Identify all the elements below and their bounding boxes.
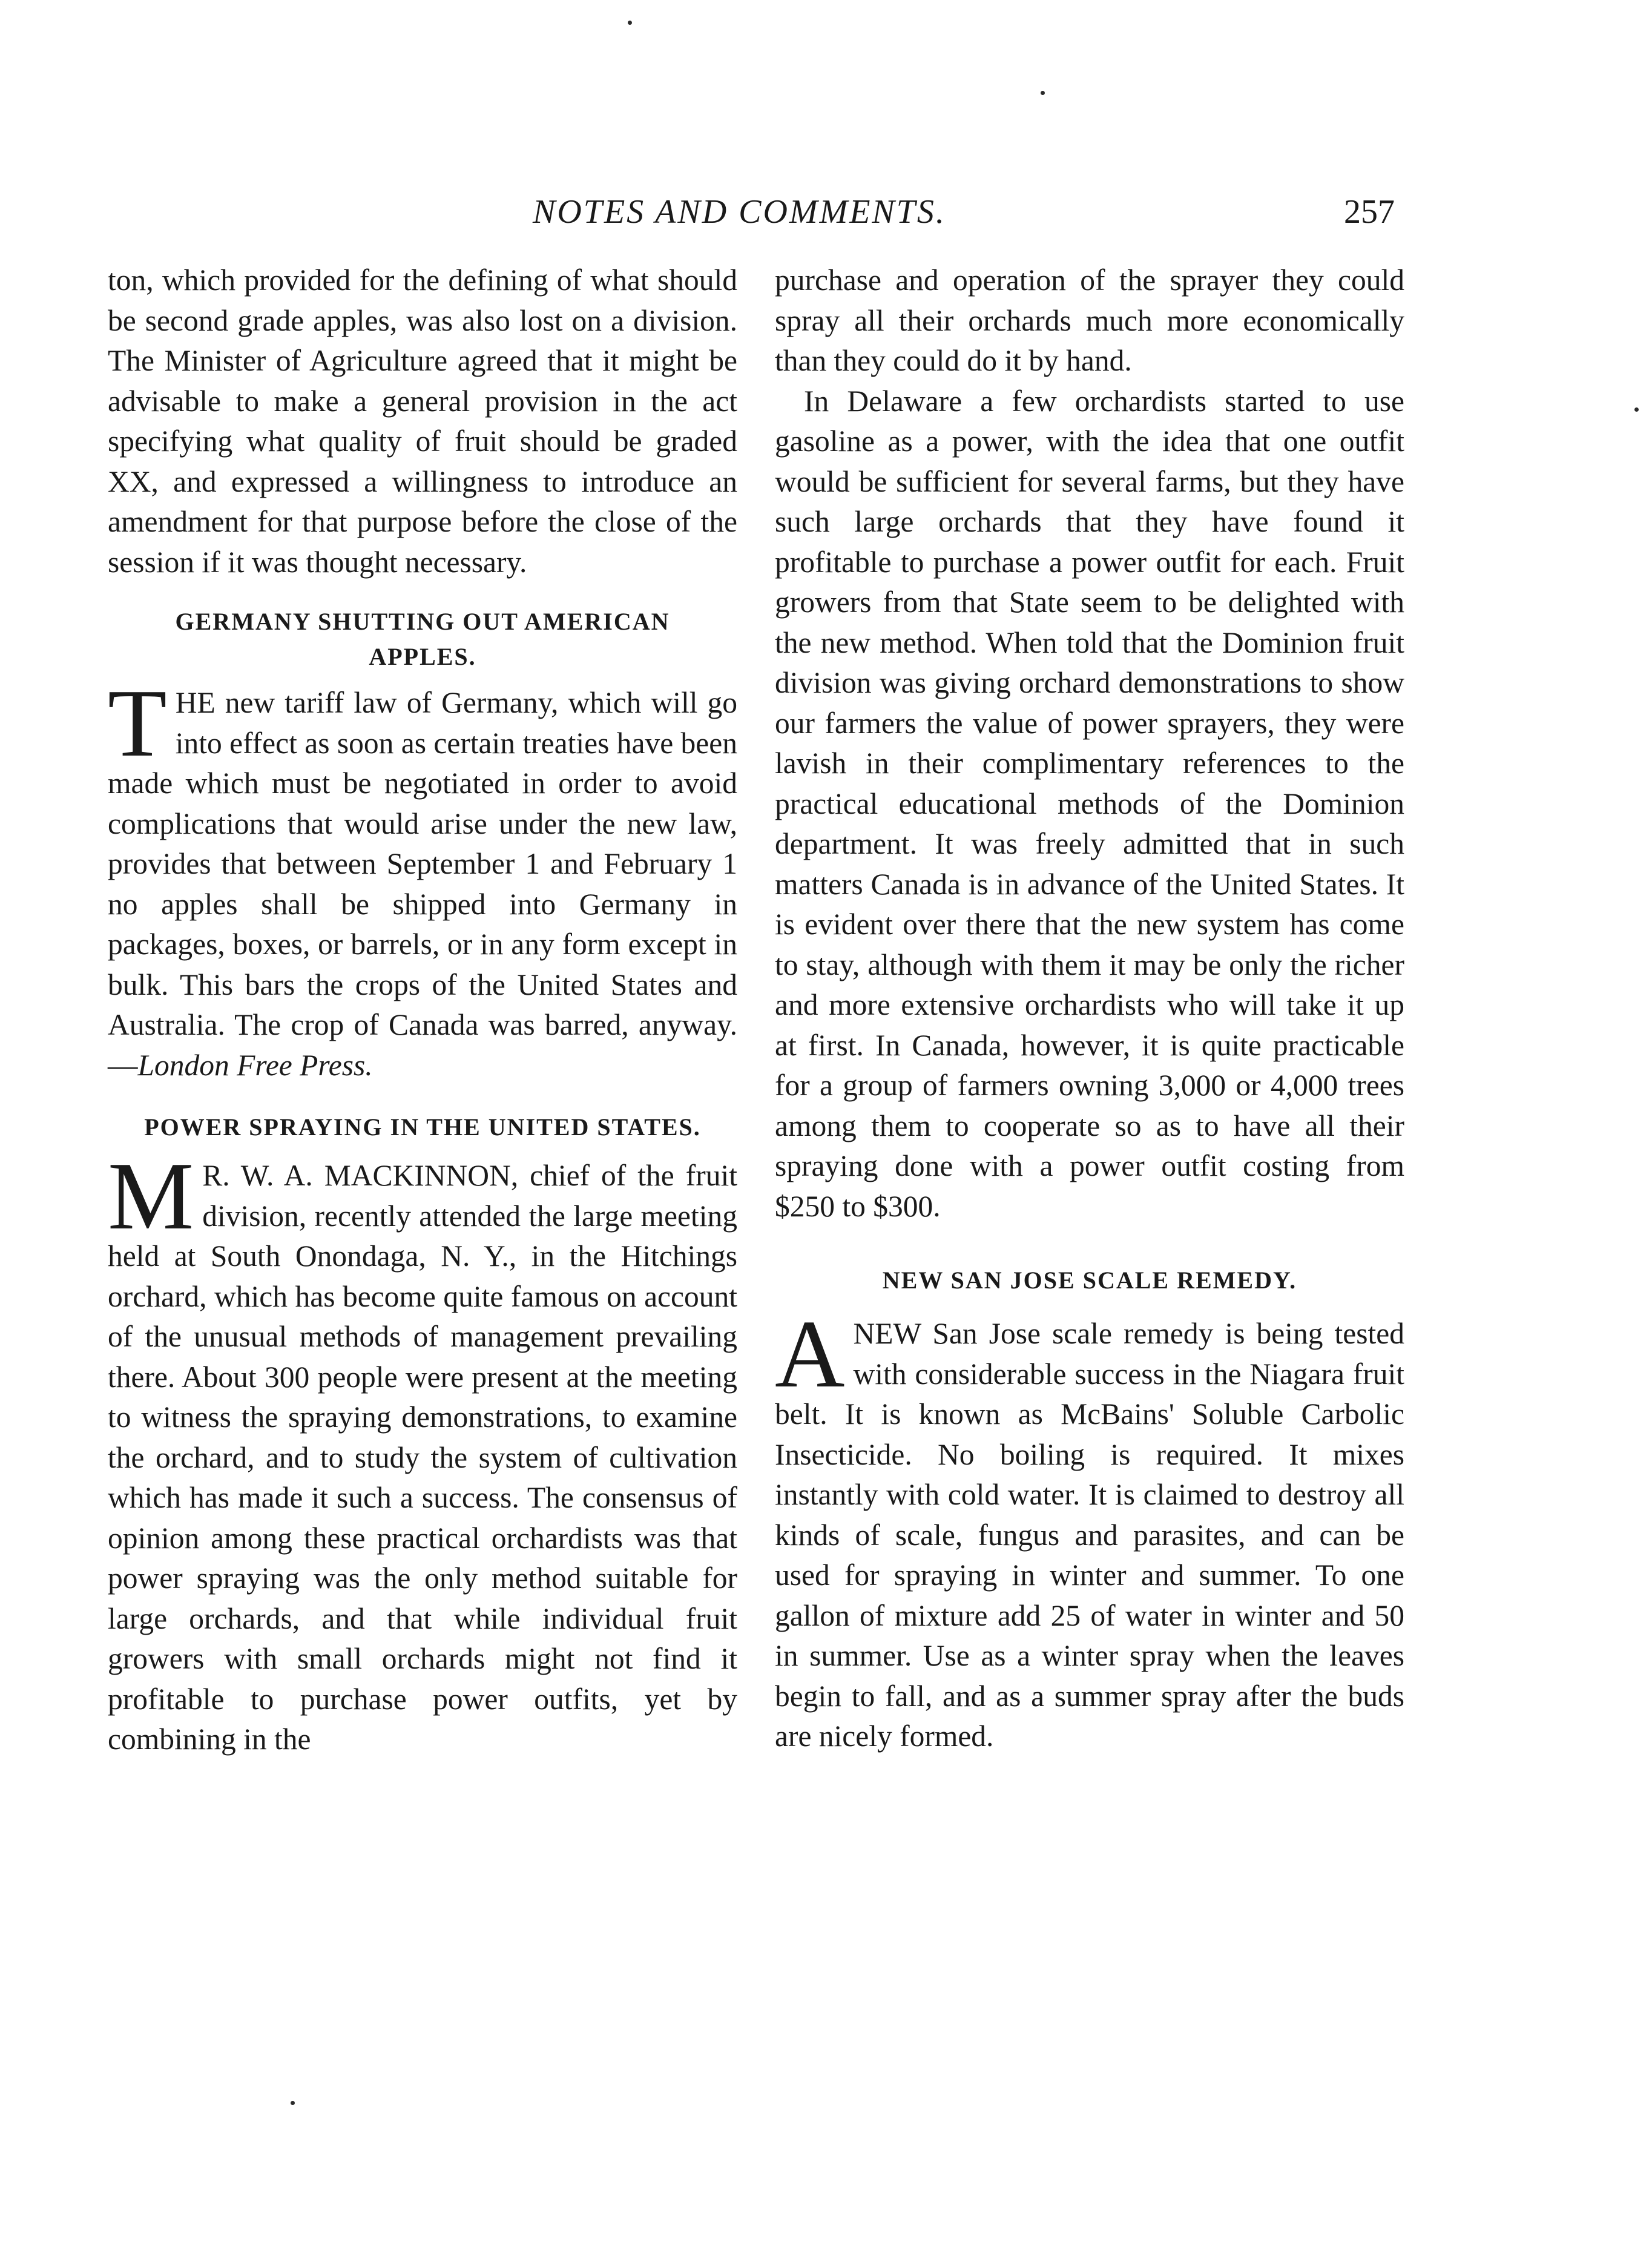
right-column xyxy=(775,260,1404,1757)
left-column xyxy=(108,260,737,1760)
article-sanjose-text: NEW San Jose scale remedy is being tested with considerable success in the Niagara fruit belt. It is known as McBains' Soluble Carbolic Insecticide. No boiling is required. It mixes instantly with cold water. It is claimed to destroy all kinds of scale, fungus and parasites, and can be used for spraying in winter and summer. To one gallon of mixture add 25 of water in winter and 50 in summer. Use as a winter spray when the leaves begin to fall, and as a summer spray after the buds are nicely formed. xyxy=(775,1317,1404,1753)
article-germany-body xyxy=(108,669,737,1086)
heading-power-spraying: POWER SPRAYING IN THE UNITED STATES. xyxy=(144,1113,701,1141)
running-title: NOTES AND COMMENTS. xyxy=(533,193,946,231)
continued-paragraph: purchase and operation of the sprayer they could spray all their orchards much more economically than they could do it by hand. xyxy=(775,263,1404,377)
article-source: London Free Press. xyxy=(137,1048,373,1082)
print-speck xyxy=(291,2101,295,2105)
article-germany-text: HE new tariff law of Germany, which will go into effect as soon as certain treaties have been made which must be negotiated in order to avoid complications that would arise under the new law, provides that between September 1 and February 1 no apples shall be shipped into Germany in packages, boxes, or barrels, or in any form except in bulk. This bars the crops of the United States and Australia. The crop of Canada was barred, anyway.— xyxy=(108,686,737,1082)
article-power-body xyxy=(108,1142,737,1760)
print-speck xyxy=(1041,91,1045,95)
heading-germany-apples: GERMANY SHUTTING OUT AMERICAN APPLES. xyxy=(175,608,670,670)
article-power-text: R. W. A. MACKINNON, chief of the fruit division, recently attended the large meeting held at South Onondaga, N. Y., in the Hitchings orchard, which has become quite famous on account of the unusual methods of management prevailing there. About 300 people were present at the meeting to witness the spraying demonstrations, to examine the orchard, and to study the system of cultivation which has made it such a success. The consensus of opinion among these practical orchardists was that power spraying was the only method suitable for large orchards, and that while individual fruit growers with small orchards might not find it profitable to purchase power outfits, yet by combining in the xyxy=(108,1159,737,1756)
heading-san-jose-scale: NEW SAN JOSE SCALE REMEDY. xyxy=(882,1267,1297,1294)
continued-paragraph: ton, which provided for the defining of what should be second grade apples, was also lost on a division. The Minister of Agriculture agreed that it might be advisable to make a general provision in the act specifying what quality of fruit should be graded XX, and expressed a willingness to introduce an amendment for that purpose before the close of the session if it was thought necessary. xyxy=(108,263,737,579)
article-sanjose-body xyxy=(775,1300,1404,1757)
page-number: 257 xyxy=(1344,193,1395,231)
running-head xyxy=(0,193,1652,235)
paragraph-delaware: In Delaware a few orchardists started to use gasoline as a power, with the idea that one outfit would be sufficient for several farms, but they have such large orchards that they have found it profitable to purchase a power outfit for each. Fruit growers from that State seem to be delighted with the new method. When told that the Dominion fruit division was giving orchard demonstrations to show our farmers the value of power sprayers, they were lavish in their complimentary references to the practical educational methods of the Dominion department. It was freely admitted that in such matters Canada is in advance of the United States. It is evident over there that the new system has come to stay, although with them it may be only the richer and more extensive orchardists who will take it up at first. In Canada, however, it is quite practicable for a group of farmers owning 3,000 or 4,000 trees among them to cooperate so as to have all their spraying done with a power outfit costing from $250 to $300. xyxy=(775,384,1404,1223)
drop-cap: T xyxy=(108,669,167,777)
drop-cap: M xyxy=(108,1142,194,1250)
print-speck xyxy=(628,21,632,25)
drop-cap: A xyxy=(775,1300,845,1408)
print-speck xyxy=(1634,407,1639,412)
